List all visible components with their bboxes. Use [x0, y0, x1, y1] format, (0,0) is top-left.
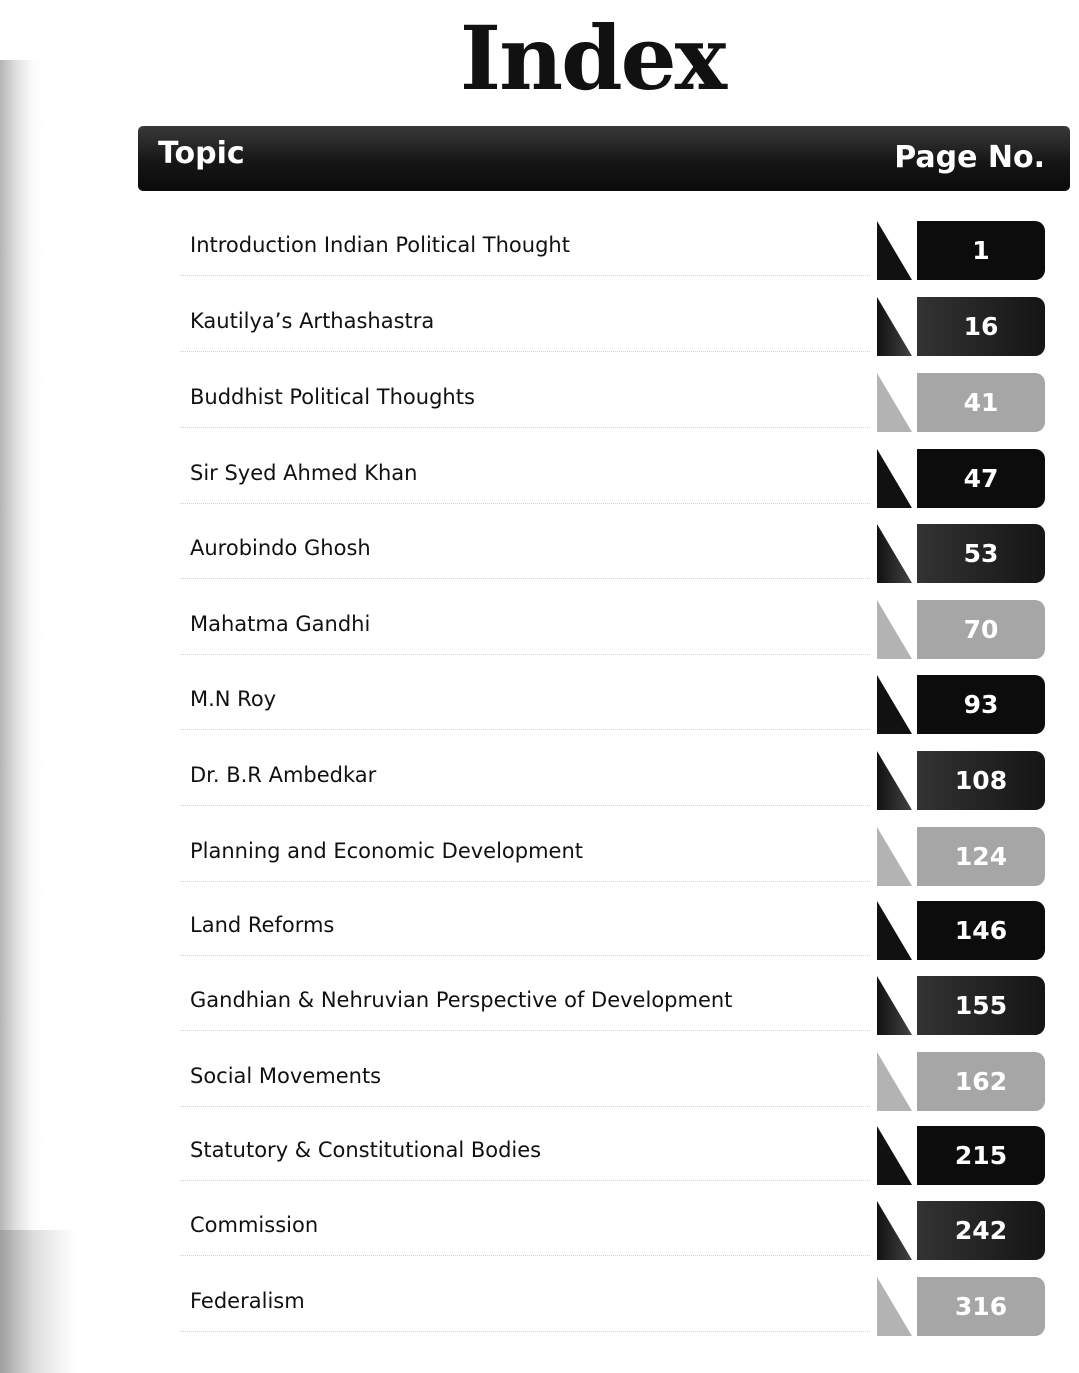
page-tab-triangle: [877, 901, 912, 960]
row-divider: [180, 1331, 870, 1332]
page-number-badge: 47: [917, 449, 1045, 508]
page-tab-triangle: [877, 221, 912, 280]
row-divider: [180, 578, 870, 579]
index-entry: [0, 675, 1079, 735]
topic-title: Mahatma Gandhi: [190, 612, 371, 636]
row-divider: [180, 955, 870, 956]
index-entry: [0, 373, 1079, 433]
page-number-badge: 215: [917, 1126, 1045, 1185]
topic-title: M.N Roy: [190, 687, 277, 711]
index-entry: [0, 901, 1079, 961]
page-number-badge: 70: [917, 600, 1045, 659]
index-entry: [0, 1126, 1079, 1186]
row-divider: [180, 275, 870, 276]
index-entry: [0, 1277, 1079, 1337]
page-tab-triangle: [877, 449, 912, 508]
page-tab-triangle: [877, 373, 912, 432]
topic-title: Kautilya’s Arthashastra: [190, 309, 435, 333]
page-number-badge: 53: [917, 524, 1045, 583]
page-tab-triangle: [877, 1126, 912, 1185]
topic-title: Planning and Economic Development: [190, 839, 584, 863]
page-number-badge: 108: [917, 751, 1045, 810]
topic-column-header: Topic: [158, 136, 245, 171]
page-number-badge: 242: [917, 1201, 1045, 1260]
index-entry: [0, 1201, 1079, 1261]
page-number-badge: 41: [917, 373, 1045, 432]
topic-title: Gandhian & Nehruvian Perspective of Development: [190, 988, 733, 1012]
page-tab-triangle: [877, 976, 912, 1035]
page-number-badge: 93: [917, 675, 1045, 734]
page-tab-triangle: [877, 1201, 912, 1260]
page-tab-triangle: [877, 524, 912, 583]
page-number-badge: 1: [917, 221, 1045, 280]
row-divider: [180, 805, 870, 806]
page-tab-triangle: [877, 600, 912, 659]
row-divider: [180, 881, 870, 882]
page-tab-triangle: [877, 1277, 912, 1336]
row-divider: [180, 1106, 870, 1107]
row-divider: [180, 503, 870, 504]
index-entry: [0, 751, 1079, 811]
page-number-badge: 16: [917, 297, 1045, 356]
page-title: Index: [459, 6, 726, 110]
row-divider: [180, 1180, 870, 1181]
page-number-badge: 124: [917, 827, 1045, 886]
page-tab-triangle: [877, 297, 912, 356]
page-number-column-header: Page No.: [894, 140, 1045, 175]
topic-title: Aurobindo Ghosh: [190, 536, 371, 560]
row-divider: [180, 351, 870, 352]
topic-title: Introduction Indian Political Thought: [190, 233, 570, 257]
page-tab-triangle: [877, 1052, 912, 1111]
topic-title: Commission: [190, 1213, 319, 1237]
page-number-badge: 162: [917, 1052, 1045, 1111]
row-divider: [180, 729, 870, 730]
index-entry: [0, 449, 1079, 509]
row-divider: [180, 654, 870, 655]
page-tab-triangle: [877, 827, 912, 886]
index-entry: [0, 1052, 1079, 1112]
topic-title: Statutory & Constitutional Bodies: [190, 1138, 542, 1162]
page-number-badge: 155: [917, 976, 1045, 1035]
topic-title: Social Movements: [190, 1064, 382, 1088]
index-entry: [0, 221, 1079, 281]
topic-title: Buddhist Political Thoughts: [190, 385, 475, 409]
row-divider: [180, 1030, 870, 1031]
topic-title: Land Reforms: [190, 913, 335, 937]
topic-title: Federalism: [190, 1289, 305, 1313]
row-divider: [180, 1255, 870, 1256]
page-number-badge: 146: [917, 901, 1045, 960]
page-number-badge: 316: [917, 1277, 1045, 1336]
index-entry: [0, 524, 1079, 584]
index-entry: [0, 600, 1079, 660]
page-tab-triangle: [877, 675, 912, 734]
topic-title: Sir Syed Ahmed Khan: [190, 461, 418, 485]
index-entry: [0, 976, 1079, 1036]
page-tab-triangle: [877, 751, 912, 810]
index-header-bar: [138, 126, 1070, 191]
row-divider: [180, 427, 870, 428]
topic-title: Dr. B.R Ambedkar: [190, 763, 377, 787]
index-entry: [0, 827, 1079, 887]
index-entry: [0, 297, 1079, 357]
